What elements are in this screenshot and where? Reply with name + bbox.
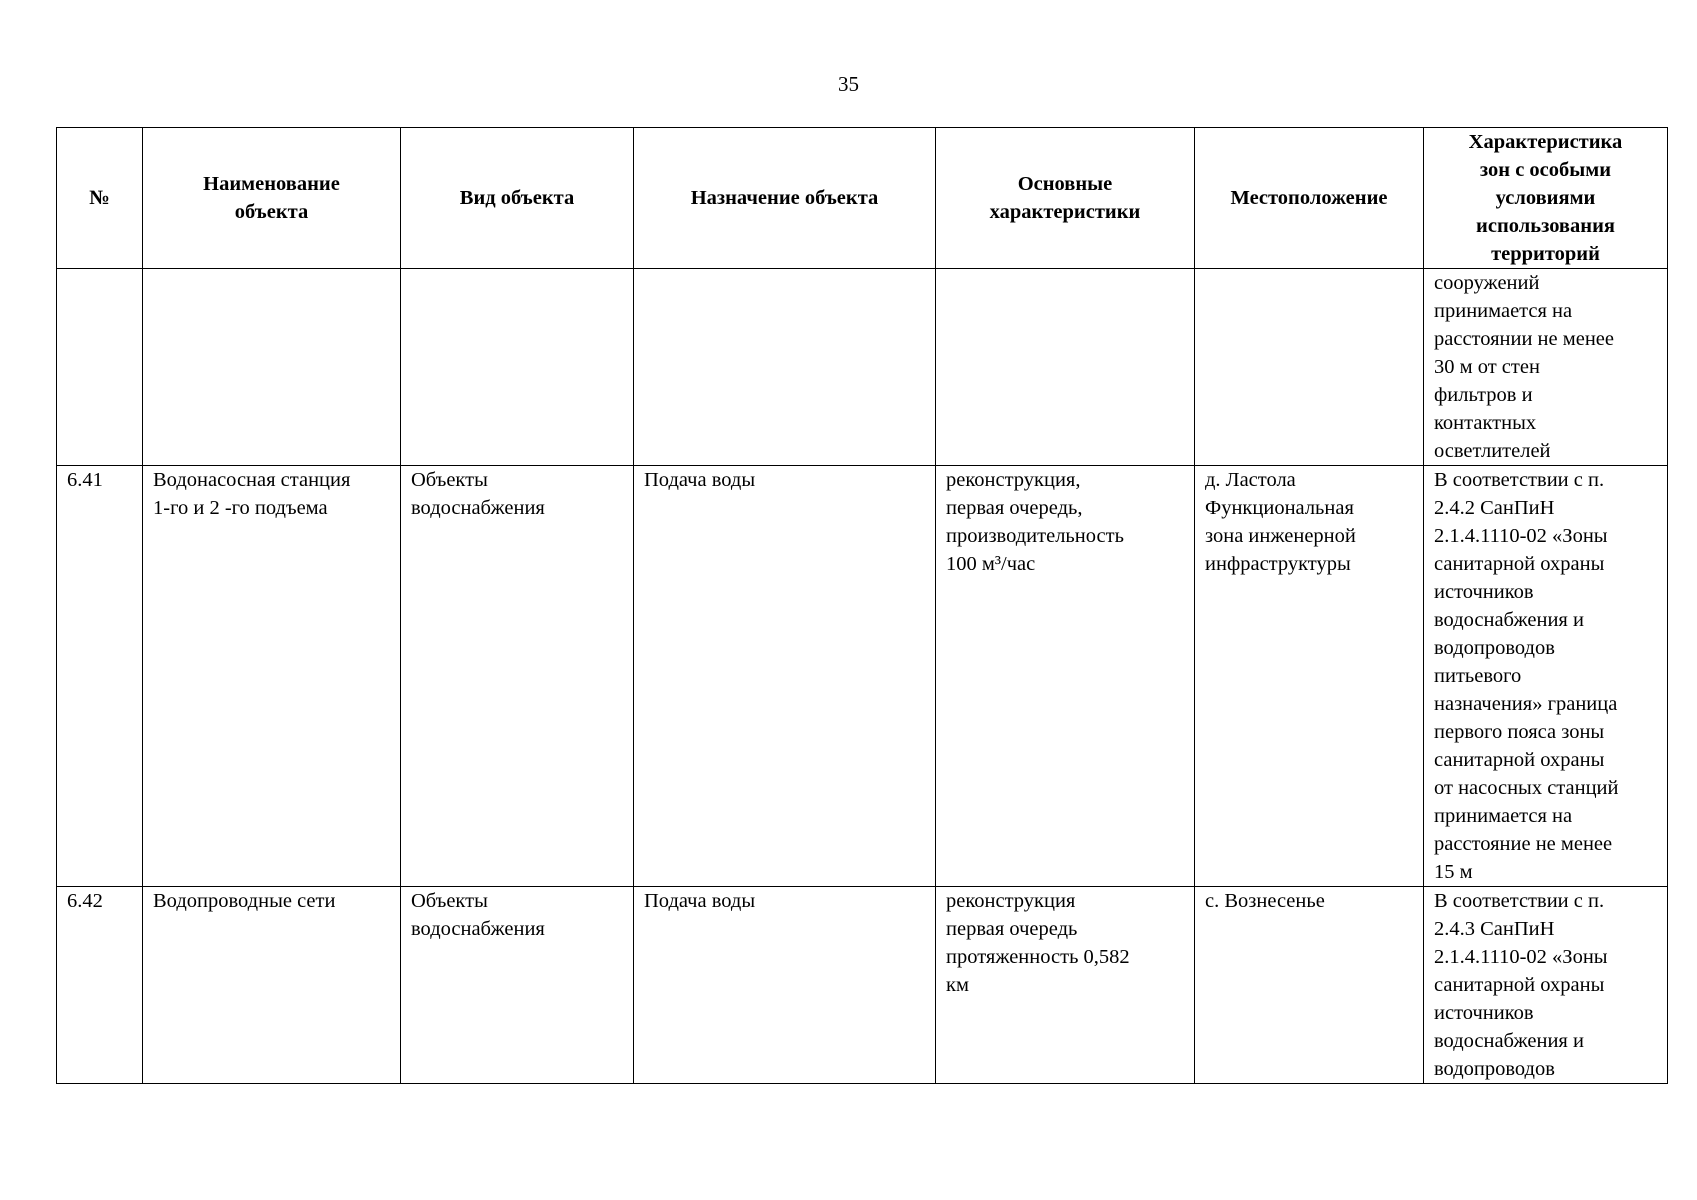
cell-text-line: 2.1.4.1110-02 «Зоны <box>1434 946 1608 968</box>
cell-text-line: зон с особыми <box>1479 159 1612 181</box>
cell-text-line: сооружений <box>1434 272 1540 294</box>
cell-text-line: фильтров и <box>1434 384 1533 406</box>
cell-object-type <box>401 269 634 466</box>
cell-text-line: расстояние не менее <box>1434 833 1613 855</box>
cell-text-line: первая очередь <box>946 918 1078 940</box>
cell-text-line: Назначение объекта <box>690 187 879 209</box>
cell-text-line: Объекты <box>411 469 488 491</box>
cell-zone-characteristics <box>1424 466 1668 887</box>
cell-text-line: санитарной охраны <box>1434 974 1605 996</box>
cell-text-line: Характеристика <box>1468 131 1623 153</box>
cell-text-line: санитарной охраны <box>1434 553 1605 575</box>
cell-text-line: 2.1.4.1110-02 «Зоны <box>1434 525 1608 547</box>
cell-text-line: водоснабжения <box>411 918 545 940</box>
cell-main-characteristics <box>936 466 1195 887</box>
cell-text-line: контактных <box>1434 412 1537 434</box>
cell-object-purpose <box>634 887 936 1084</box>
cell-text-line: км <box>946 974 969 996</box>
cell-text-line: реконструкция <box>946 890 1076 912</box>
cell-number <box>57 466 143 887</box>
cell-text-line: расстоянии не менее <box>1434 328 1614 350</box>
cell-object-name <box>143 887 401 1084</box>
cell-text-line: 30 м от стен <box>1434 356 1540 378</box>
cell-main-characteristics <box>936 269 1195 466</box>
cell-object-type <box>401 466 634 887</box>
cell-text-line: В соответствии с п. <box>1434 890 1605 912</box>
cell-text-line: реконструкция, <box>946 469 1081 491</box>
cell-text-line: Местоположение <box>1230 187 1388 209</box>
cell-text-line: В соответствии с п. <box>1434 469 1605 491</box>
cell-text-line: характеристики <box>989 201 1141 223</box>
table-header-row <box>57 128 1668 269</box>
cell-text-line: Водопроводные сети <box>153 890 336 912</box>
cell-text-line: 2.4.2 СанПиН <box>1434 497 1555 519</box>
header-object-purpose <box>634 128 936 269</box>
cell-object-purpose <box>634 466 936 887</box>
cell-text-line: с. Вознесенье <box>1205 890 1325 912</box>
cell-number <box>57 887 143 1084</box>
cell-text-line: источников <box>1434 1002 1534 1024</box>
cell-text-line: водопроводов <box>1434 637 1555 659</box>
cell-text-line: д. Ластола <box>1205 469 1296 491</box>
cell-text-line: водоснабжения <box>411 497 545 519</box>
cell-text-line: Основные <box>1017 173 1113 195</box>
cell-text-line: принимается на <box>1434 805 1573 827</box>
cell-zone-characteristics <box>1424 887 1668 1084</box>
cell-text-line: питьевого <box>1434 665 1522 687</box>
cell-text-line: источников <box>1434 581 1534 603</box>
cell-zone-characteristics <box>1424 269 1668 466</box>
cell-text-line: 1-го и 2 -го подъема <box>153 497 328 519</box>
cell-text-line: водоснабжения и <box>1434 1030 1584 1052</box>
header-object-type <box>401 128 634 269</box>
cell-number <box>57 269 143 466</box>
cell-text-line: Подача воды <box>644 890 756 912</box>
cell-text-line: территорий <box>1491 243 1600 265</box>
cell-text-line: первого пояса зоны <box>1434 721 1605 743</box>
cell-text-line: 15 м <box>1434 861 1473 883</box>
table-row <box>57 887 1668 1084</box>
objects-table <box>56 127 1668 1084</box>
cell-text-line: инфраструктуры <box>1205 553 1351 575</box>
cell-text-line: Вид объекта <box>459 187 575 209</box>
cell-location <box>1195 887 1424 1084</box>
cell-location <box>1195 269 1424 466</box>
cell-main-characteristics <box>936 887 1195 1084</box>
cell-text-line: 6.42 <box>67 890 103 912</box>
cell-text-line: 6.41 <box>67 469 103 491</box>
cell-text-line: № <box>89 187 110 209</box>
cell-text-line: 100 м³/час <box>946 553 1036 575</box>
cell-text-line: водоснабжения и <box>1434 609 1584 631</box>
cell-text-line: первая очередь, <box>946 497 1083 519</box>
cell-object-name <box>143 269 401 466</box>
table-row <box>57 269 1668 466</box>
cell-text-line: Водонасосная станция <box>153 469 351 491</box>
header-zone-characteristics <box>1424 128 1668 269</box>
header-location <box>1195 128 1424 269</box>
cell-text-line: назначения» граница <box>1434 693 1618 715</box>
cell-text-line: Объекты <box>411 890 488 912</box>
cell-object-name <box>143 466 401 887</box>
cell-text-line: водопроводов <box>1434 1058 1555 1080</box>
page-number: 35 <box>838 72 859 96</box>
cell-location <box>1195 466 1424 887</box>
cell-text-line: Функциональная <box>1205 497 1354 519</box>
cell-text-line: Наименование <box>203 173 340 195</box>
cell-object-type <box>401 887 634 1084</box>
cell-object-purpose <box>634 269 936 466</box>
cell-text-line: производительность <box>946 525 1124 547</box>
cell-text-line: осветлителей <box>1434 440 1551 462</box>
table-row <box>57 466 1668 887</box>
cell-text-line: 2.4.3 СанПиН <box>1434 918 1555 940</box>
header-main-characteristics <box>936 128 1195 269</box>
header-object-name <box>143 128 401 269</box>
cell-text-line: использования <box>1476 215 1615 237</box>
cell-text-line: объекта <box>234 201 309 223</box>
cell-text-line: санитарной охраны <box>1434 749 1605 771</box>
cell-text-line: от насосных станций <box>1434 777 1619 799</box>
cell-text-line: принимается на <box>1434 300 1573 322</box>
cell-text-line: протяженность 0,582 <box>946 946 1130 968</box>
cell-text-line: условиями <box>1495 187 1596 209</box>
header-number <box>57 128 143 269</box>
cell-text-line: Подача воды <box>644 469 756 491</box>
cell-text-line: зона инженерной <box>1205 525 1356 547</box>
